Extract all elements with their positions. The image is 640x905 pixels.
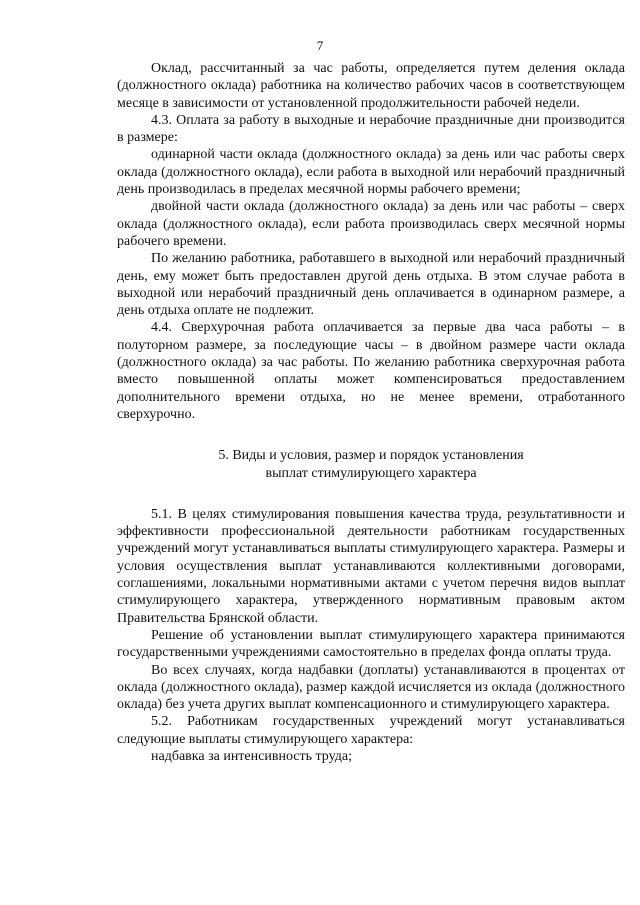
- paragraph-decision: Решение об установлении выплат стимулирующего характера принимаются государственными учреждениями самостоятельно в пределах фонда оплаты труда.: [117, 627, 625, 661]
- paragraph-4-3: 4.3. Оплата за работу в выходные и нерабочие праздничные дни производится в размере:: [117, 112, 625, 146]
- paragraph-hourly-rate: Оклад, рассчитанный за час работы, определяется путем деления оклада (должностного оклада) работника на количество рабочих часов в соответствующем месяце в зависимости от установленной продолжительности рабочей недели.: [117, 61, 625, 111]
- paragraph-5-2: 5.2. Работникам государственных учреждений могут устанавливаться следующие выплаты стимулирующего характера:: [117, 714, 625, 747]
- section-5-title-line-2: выплат стимулирующего характера: [265, 465, 477, 481]
- paragraph-single-rate: одинарной части оклада (должностного оклада) за день или час работы сверх оклада (должностного оклада), если работа в выходной или нерабочий праздничный день производилась в пределах месячной нормы рабочего времени;: [117, 147, 625, 198]
- paragraph-day-off: По желанию работника, работавшего в выходной или нерабочий праздничный день, ему может быть предоставлен другой день отдыха. В этом случае работа в выходной или нерабочий праздничный день оплачивается в одинарном размере, а день отдыха оплате не подлежит.: [117, 251, 625, 319]
- section-5-title: [117, 447, 625, 482]
- list-item-intensity-allowance: надбавка за интенсивность труда;: [151, 748, 352, 764]
- page-number: 7: [316, 38, 324, 53]
- paragraph-4-4: 4.4. Сверхурочная работа оплачивается за первые два часа работы – в полуторном размере, за последующие часы – в двойном размере части оклада (должностного оклада) за час работы. По желанию работника сверхурочная работа вместо повышенной оплаты может компенсироваться предоставлением дополнительного времени отдыха, но не менее времени, отработанного сверхурочно.: [117, 320, 625, 422]
- section-5-title-line-1: 5. Виды и условия, размер и порядок установления: [218, 448, 524, 464]
- paragraph-double-rate: двойной части оклада (должностного оклада) за день или час работы – сверх оклада (должностного оклада), если работа производилась сверх месячной нормы рабочего времени.: [117, 199, 625, 249]
- paragraph-5-1: 5.1. В целях стимулирования повышения качества труда, результативности и эффективности профессиональной деятельности работникам государственных учреждений могут устанавливаться выплаты стимулирующего характера. Размеры и условия осуществления выплат устанавливаются коллективными договорами, соглашениями, локальными нормативными актами с учетом перечня видов выплат стимулирующего характера, утвержденного нормативным правовым актом Правительства Брянской области.: [117, 506, 625, 626]
- paragraph-percent-allowances: Во всех случаях, когда надбавки (доплаты) устанавливаются в процентах от оклада (должностного оклада), размер каждой исчисляется из оклада (должностного оклада) без учета других выплат компенсационного и стимулирующего характера.: [117, 662, 625, 713]
- document-body: [117, 60, 625, 765]
